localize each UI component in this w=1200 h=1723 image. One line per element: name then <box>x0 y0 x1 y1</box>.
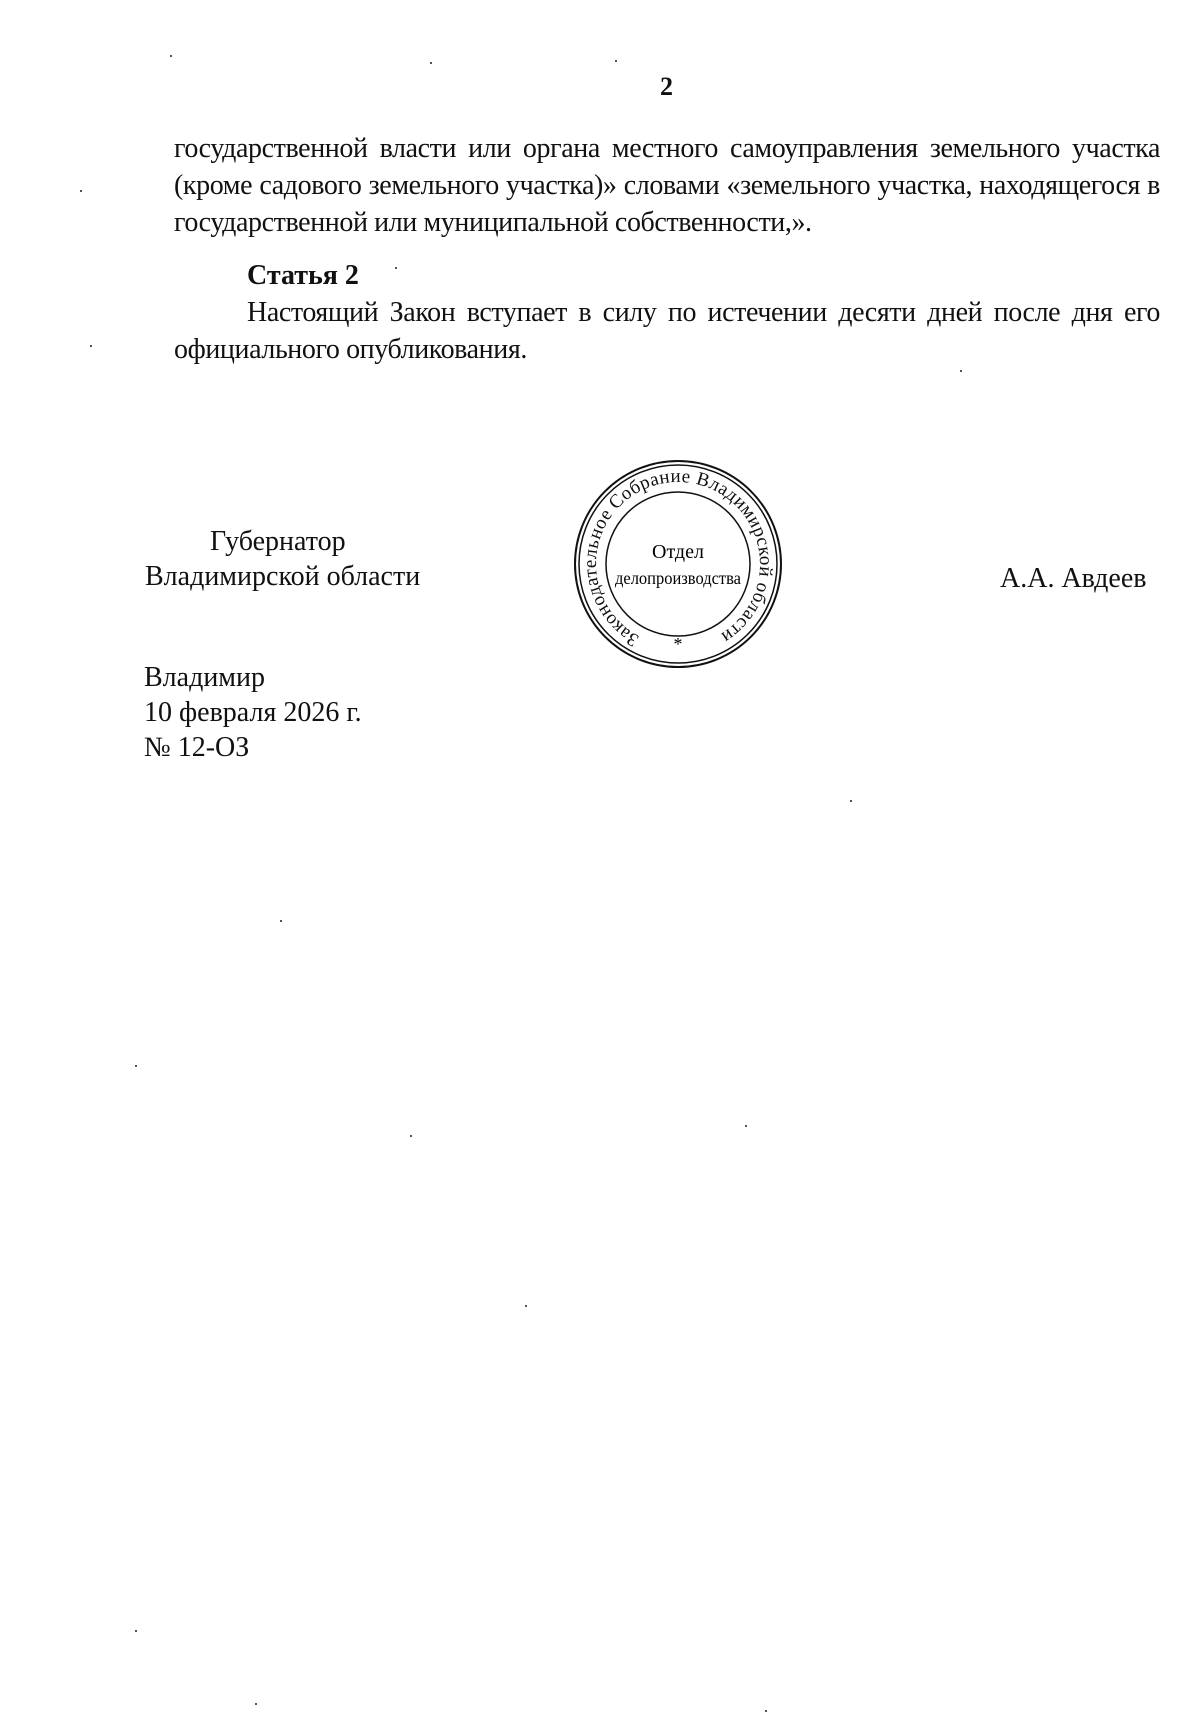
city: Владимир <box>144 662 266 693</box>
article-text: Настоящий Закон вступает в силу по истечении десяти дней после дня его официального опубликования. <box>174 297 1160 365</box>
page-number: 2 <box>660 72 673 101</box>
date: 10 февраля 2026 г. <box>144 697 362 728</box>
official-seal <box>572 458 784 670</box>
seal-inner-line1: Отдел <box>652 541 704 563</box>
seal-inner-line2: делопроизводства <box>615 568 741 588</box>
signatory-name: А.А. Авдеев <box>1000 563 1147 594</box>
article-heading: Статья 2 <box>247 260 359 291</box>
seal-outer-text: Законодательное Собрание Владимирской области <box>579 465 777 651</box>
signature-title-line2: Владимирской области <box>145 561 421 592</box>
law-number: № 12-ОЗ <box>144 732 250 763</box>
paragraph-continuation: государственной власти или органа местного самоуправления земельного участка (кроме садового земельного участка)» словами «земельного участка, находящегося в государственной или муниципальной собственности,». <box>174 133 1160 238</box>
seal-star: * <box>673 634 683 654</box>
signature-title-line1: Губернатор <box>210 526 346 557</box>
